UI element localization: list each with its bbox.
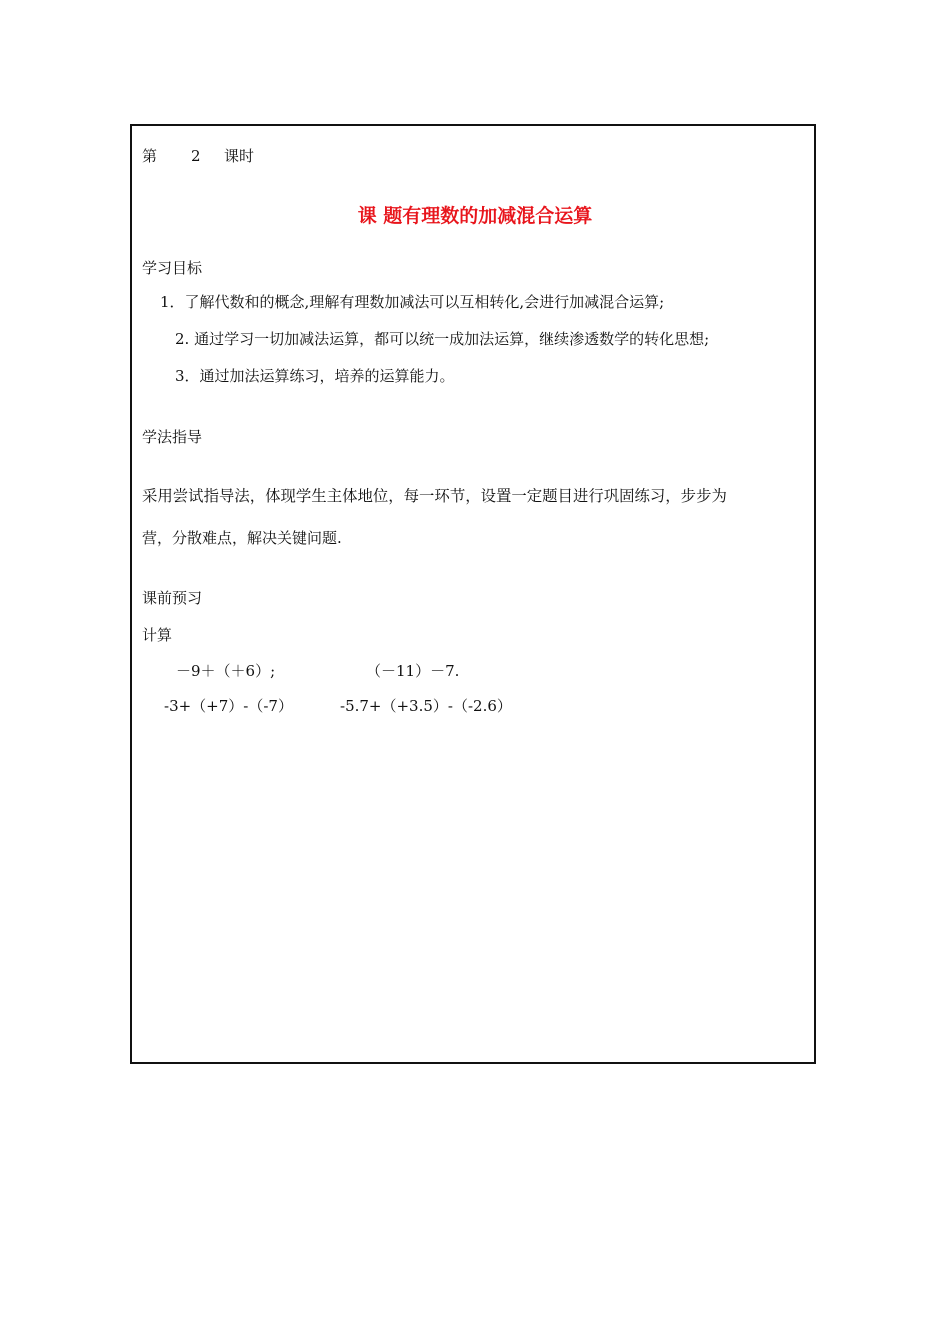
method-heading: 学法指导 <box>142 428 203 446</box>
goals-heading: 学习目标 <box>142 259 203 277</box>
lesson-suffix: 课时 <box>224 147 255 165</box>
goal-item-2: 2. 通过学习一切加减法运算，都可以统一成加法运算，继续渗透数学的转化思想; <box>175 330 710 348</box>
lesson-prefix: 第 <box>142 147 158 165</box>
exercise-1: －9＋（＋6）; <box>176 662 276 680</box>
exercise-2: （－11）－7. <box>366 662 460 680</box>
page-title: 课 题有理数的加减混合运算 <box>357 205 593 227</box>
method-line-2: 营，分散难点，解决关键问题. <box>142 529 342 547</box>
calc-heading: 计算 <box>142 626 173 644</box>
exercise-3: -3+（+7）-（-7） <box>164 697 293 715</box>
method-line-1: 采用尝试指导法，体现学生主体地位，每一环节，设置一定题目进行巩固练习，步步为 <box>142 487 727 505</box>
goal-item-1: 1．了解代数和的概念,理解有理数加减法可以互相转化,会进行加减混合运算; <box>160 293 665 311</box>
lesson-number: 2 <box>191 147 201 165</box>
lesson-table-frame <box>130 124 816 1064</box>
exercise-4: -5.7+（+3.5）-（-2.6） <box>340 697 512 715</box>
goal-item-3: 3．通过加法运算练习，培养的运算能力。 <box>175 367 455 385</box>
preview-heading: 课前预习 <box>142 589 203 607</box>
